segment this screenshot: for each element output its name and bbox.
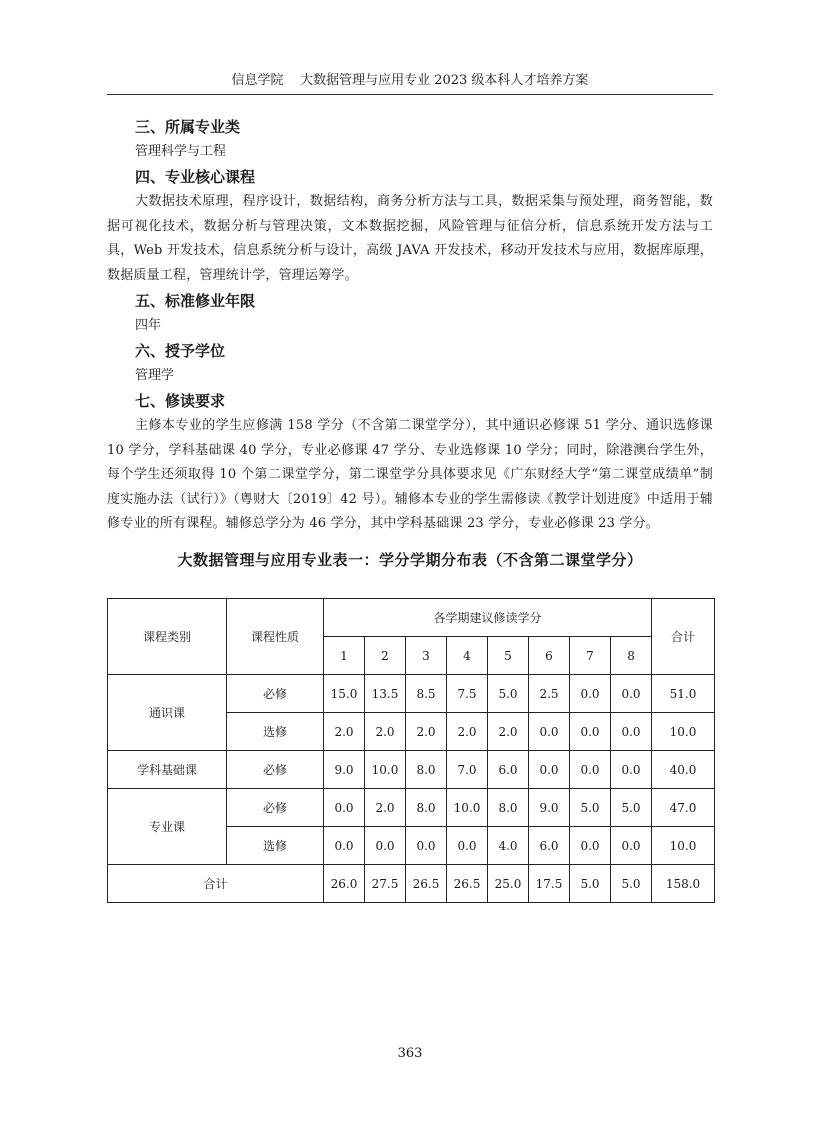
header-semester: 3	[406, 637, 447, 675]
header-semester: 6	[529, 637, 570, 675]
value-cell: 0.0	[570, 713, 611, 751]
document-body	[107, 114, 713, 537]
value-cell: 0.0	[570, 751, 611, 789]
total-cell: 47.0	[652, 789, 715, 827]
page-number: 363	[397, 1046, 423, 1061]
section-discipline-category	[107, 114, 713, 164]
header-rule	[107, 94, 713, 95]
value-cell: 25.0	[488, 865, 529, 903]
value-cell: 4.0	[488, 827, 529, 865]
value-cell: 26.5	[406, 865, 447, 903]
value-cell: 15.0	[324, 675, 365, 713]
value-cell: 2.0	[365, 713, 406, 751]
value-cell: 6.0	[488, 751, 529, 789]
table-title: 大数据管理与应用专业表一：学分学期分布表（不含第二课堂学分）	[177, 551, 643, 569]
section-heading: 四、专业核心课程	[135, 168, 256, 186]
value-cell: 2.0	[406, 713, 447, 751]
value-cell: 0.0	[611, 751, 652, 789]
value-cell: 5.0	[570, 865, 611, 903]
total-cell: 10.0	[652, 827, 715, 865]
value-cell: 8.5	[406, 675, 447, 713]
value-cell: 2.0	[324, 713, 365, 751]
nature-cell: 选修	[227, 827, 324, 865]
value-cell: 5.0	[611, 789, 652, 827]
value-cell: 2.5	[529, 675, 570, 713]
nature-cell: 必修	[227, 751, 324, 789]
header-semester: 4	[447, 637, 488, 675]
value-cell: 0.0	[611, 675, 652, 713]
value-cell: 2.0	[447, 713, 488, 751]
header-total: 合计	[652, 599, 715, 675]
value-cell: 6.0	[529, 827, 570, 865]
value-cell: 0.0	[570, 827, 611, 865]
category-cell: 通识课	[108, 675, 227, 751]
table-header-row	[108, 599, 715, 637]
table-row	[108, 789, 715, 827]
nature-cell: 选修	[227, 713, 324, 751]
category-cell: 专业课	[108, 789, 227, 865]
header-semester: 5	[488, 637, 529, 675]
value-cell: 2.0	[488, 713, 529, 751]
value-cell: 5.0	[611, 865, 652, 903]
header-course-nature: 课程性质	[227, 599, 324, 675]
header-semester: 7	[570, 637, 611, 675]
value-cell: 9.0	[324, 751, 365, 789]
credit-distribution-table	[107, 598, 715, 903]
value-cell: 26.5	[447, 865, 488, 903]
value-cell: 7.0	[447, 751, 488, 789]
value-cell: 5.0	[570, 789, 611, 827]
section-heading: 五、标准修业年限	[135, 292, 256, 310]
total-cell: 10.0	[652, 713, 715, 751]
value-cell: 0.0	[406, 827, 447, 865]
value-cell: 17.5	[529, 865, 570, 903]
value-cell: 7.5	[447, 675, 488, 713]
value-cell: 0.0	[570, 675, 611, 713]
section-requirements	[107, 388, 713, 537]
nature-cell: 必修	[227, 675, 324, 713]
sum-label-cell: 合计	[108, 865, 324, 903]
section-text: 管理科学与工程	[135, 144, 227, 159]
header-semester: 1	[324, 637, 365, 675]
table-sum-row	[108, 865, 715, 903]
value-cell: 9.0	[529, 789, 570, 827]
value-cell: 0.0	[611, 713, 652, 751]
nature-cell: 必修	[227, 789, 324, 827]
total-cell: 40.0	[652, 751, 715, 789]
value-cell: 0.0	[365, 827, 406, 865]
header-semester-credits: 各学期建议修读学分	[324, 599, 652, 637]
section-degree	[107, 338, 713, 388]
section-text: 主修本专业的学生应修满 158 学分（不含第二课堂学分），其中通识必修课 51 学分、通识选修课 10 学分，学科基础课 40 学分，专业必修课 47 学分、专业选修课 10 学分；同时，除港澳台学生外，每个学生还须取得 10 个第二课堂学分，第二课堂学分具体要求见《广东财经大学“第二课堂成绩单”制度实施办法（试行）》（粤财大〔2019〕42 号）。辅修本专业的学生需修读《教学计划进度》中适用于辅修专业的所有课程。辅修总学分为 46 学分，其中学科基础课 23 学分，专业必修课 23 学分。	[107, 418, 713, 531]
total-cell: 158.0	[652, 865, 715, 903]
value-cell: 8.0	[488, 789, 529, 827]
value-cell: 0.0	[611, 827, 652, 865]
value-cell: 0.0	[324, 789, 365, 827]
value-cell: 2.0	[365, 789, 406, 827]
category-cell: 学科基础课	[108, 751, 227, 789]
value-cell: 0.0	[529, 713, 570, 751]
value-cell: 0.0	[324, 827, 365, 865]
value-cell: 13.5	[365, 675, 406, 713]
value-cell: 10.0	[365, 751, 406, 789]
section-text: 管理学	[135, 368, 175, 383]
section-heading: 七、修读要求	[135, 392, 226, 410]
value-cell: 10.0	[447, 789, 488, 827]
value-cell: 5.0	[488, 675, 529, 713]
total-cell: 51.0	[652, 675, 715, 713]
section-core-courses	[107, 164, 713, 288]
value-cell: 8.0	[406, 751, 447, 789]
value-cell: 0.0	[529, 751, 570, 789]
value-cell: 26.0	[324, 865, 365, 903]
header-course-category: 课程类别	[108, 599, 227, 675]
value-cell: 8.0	[406, 789, 447, 827]
value-cell: 0.0	[447, 827, 488, 865]
table-row	[108, 675, 715, 713]
table-row	[108, 751, 715, 789]
section-heading: 六、授予学位	[135, 342, 226, 360]
running-header: 信息学院 大数据管理与应用专业 2023 级本科人才培养方案	[231, 73, 589, 88]
header-semester: 2	[365, 637, 406, 675]
value-cell: 27.5	[365, 865, 406, 903]
section-study-duration	[107, 288, 713, 338]
section-heading: 三、所属专业类	[135, 118, 241, 136]
header-semester: 8	[611, 637, 652, 675]
section-text: 四年	[135, 318, 162, 333]
section-text: 大数据技术原理，程序设计，数据结构，商务分析方法与工具，数据采集与预处理，商务智能，数据可视化技术，数据分析与管理决策，文本数据挖掘，风险管理与征信分析，信息系统开发方法与工具，Web 开发技术，信息系统分析与设计，高级 JAVA 开发技术，移动开发技术与应用，数据库原理，数据质量工程，管理统计学，管理运筹学。	[107, 194, 713, 283]
